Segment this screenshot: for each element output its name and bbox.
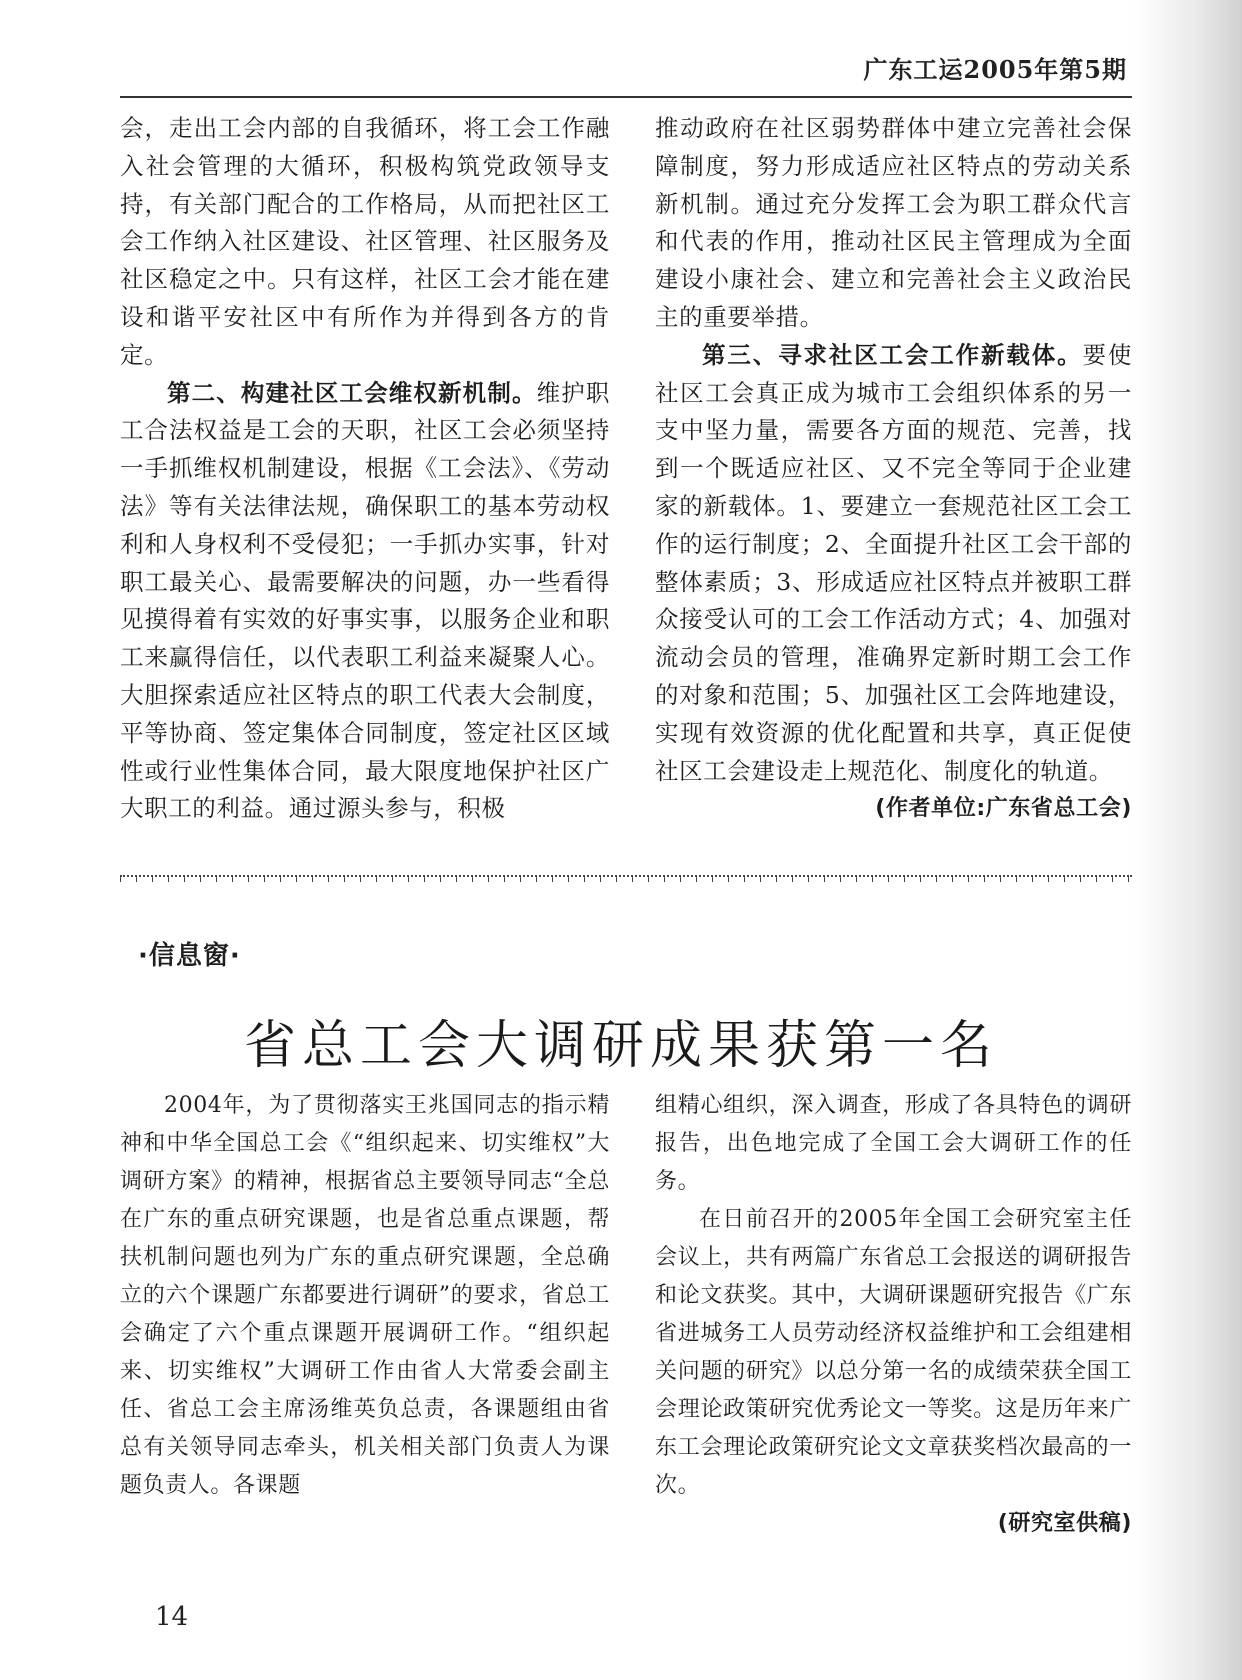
author-affiliation: (作者单位:广东省总工会) (875, 796, 1132, 822)
section-label: ·信息窗· (138, 941, 241, 971)
news-column-left (120, 1087, 610, 1505)
paragraph-body: 要使社区工会真正成为城市工会组织体系的另一支中坚力量，需要各方面的规范、完善，找到一个既适应社区、又不完全等同于企业建家的新载体。1、要建立一套规范社区工会工作的运行制度；2、全面提升社区工会干部的整体素质；3、形成适应社区特点并被职工群众接受认可的工会工作活动方式；4、加强对流动会员的管理，准确界定新时期工会工作的对象和范围；5、加强社区工会阵地建设，实现有效资源的优化配置和共享，真正促使社区工会建设走上规范化、制度化的轨道。 (655, 340, 1132, 785)
section-divider (120, 875, 1132, 885)
news-column-right (655, 1087, 1132, 1543)
article-column-right (655, 110, 1132, 828)
news-paragraph: 组精心组织，深入调查，形成了各具特色的调研报告，出色地完成了全国工会大调研工作的任务。 (655, 1093, 1132, 1194)
page-number: 14 (155, 1602, 189, 1632)
news-headline: 省总工会大调研成果获第一名 (243, 1016, 998, 1076)
news-credit: (研究室供稿) (997, 1511, 1132, 1536)
news-paragraph: 在日前召开的2005年全国工会研究室主任会议上，共有两篇广东省总工会报送的调研报告和论文获奖。其中，大调研课题研究报告《广东省进城务工人员劳动经济权益维护和工会组建相关问题的研究》以总分第一名的成绩荣获全国工会理论政策研究优秀论文一等奖。这是历年来广东工会理论政策研究论文文章获奖档次最高的一次。 (655, 1207, 1132, 1498)
header-rule (120, 96, 1132, 98)
paragraph-continued: 会，走出工会内部的自我循环，将工会工作融入社会管理的大循环，积极构筑党政领导支持，有关部门配合的工作格局，从而把社区工会工作纳入社区建设、社区管理、社区服务及社区稳定之中。只有这样，社区工会才能在建设和谐平安社区中有所作为并得到各方的肯定。 (120, 114, 610, 369)
running-header: 广东工运2005年第5期 (863, 55, 1127, 84)
paragraph-third-point (655, 337, 1132, 791)
paragraph-lead: 第二、构建社区工会维权新机制。 (167, 378, 537, 407)
paragraph-second-point (120, 375, 610, 829)
news-paragraph: 2004年，为了贯彻落实王兆国同志的指示精神和中华全国总工会《“组织起来、切实维权”大调研方案》的精神，根据省总主要领导同志“全总在广东的重点研究课题，也是省总重点课题，帮扶机制问题也列为广东的重点研究课题，全总确立的六个课题广东都要进行调研”的要求，省总工会确定了六个重点课题开展调研工作。“组织起来、切实维权”大调研工作由省人大常委会副主任、省总工会主席汤维英负总责，各课题组由省总有关领导同志牵头，机关相关部门负责人为课题负责人。各课题 (120, 1093, 610, 1498)
paragraph-lead: 第三、寻求社区工会工作新载体。 (702, 340, 1083, 369)
article-column-left (120, 110, 610, 828)
page-edge-shadow (1132, 0, 1242, 1680)
paragraph-body: 维护职工合法权益是工会的天职，社区工会必须坚持一手抓维权机制建设，根据《工会法》、《劳动法》等有关法律法规，确保职工的基本劳动权利和人身权利不受侵犯；一手抓办实事，针对职工最关心、最需要解决的问题，办一些看得见摸得着有实效的好事实事，以服务企业和职工来赢得信任，以代表职工利益来凝聚人心。大胆探索适应社区特点的职工代表大会制度，平等协商、签定集体合同制度，签定社区区域性或行业性集体合同，最大限度地保护社区广大职工的利益。通过源头参与，积极 (120, 378, 610, 823)
paragraph-continued: 推动政府在社区弱势群体中建立完善社会保障制度，努力形成适应社区特点的劳动关系新机制。通过充分发挥工会为职工群众代言和代表的作用，推动社区民主管理成为全面建设小康社会、建立和完善社会主义政治民主的重要举措。 (655, 114, 1132, 331)
